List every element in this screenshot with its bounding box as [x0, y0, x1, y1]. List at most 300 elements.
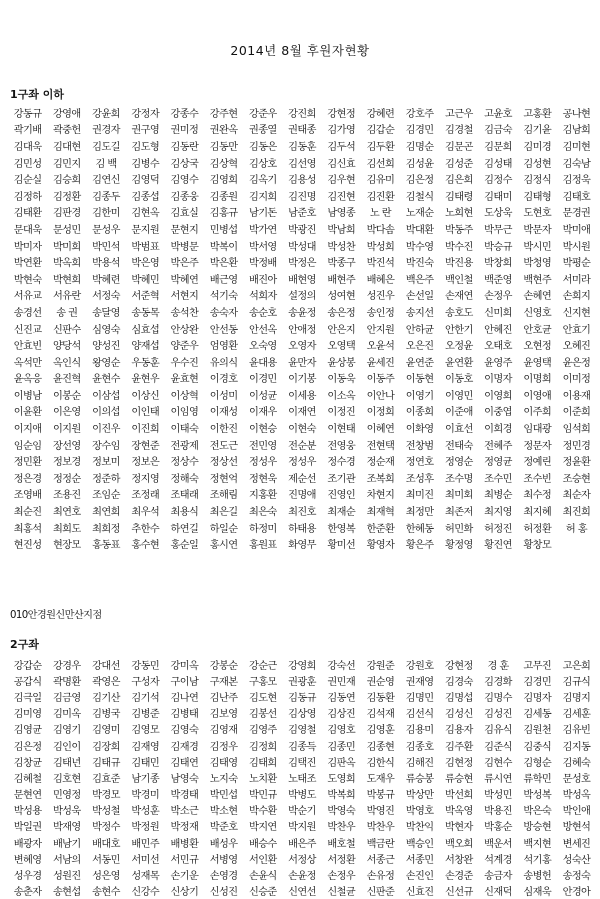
- donor-name: 성진우: [366, 291, 395, 303]
- donor-name: 서창완: [444, 854, 473, 866]
- name-row: [8, 237, 596, 254]
- donor-name: 김영기: [52, 725, 81, 737]
- donor-name: 석기홍: [523, 854, 552, 866]
- donor-name: 박진석: [366, 258, 395, 270]
- donor-name: 성은영: [92, 871, 120, 883]
- donor-name: 이효선: [444, 424, 473, 436]
- donor-name: 홍수현: [131, 540, 160, 552]
- donor-name: 이희경: [484, 424, 512, 436]
- name-row: [8, 769, 596, 785]
- donor-name: 서현지: [170, 291, 199, 303]
- donor-name: 배민주: [131, 838, 160, 850]
- donor-name: 석희자: [248, 291, 277, 303]
- donor-name: 지홍환: [248, 490, 277, 502]
- donor-name: 박평순: [562, 258, 591, 270]
- donor-name: 김태규: [92, 757, 120, 769]
- donor-name: 서동민: [92, 854, 120, 866]
- donor-name: 김갑순: [366, 125, 395, 137]
- donor-name: 서미라: [562, 274, 591, 286]
- donor-name: 석기숙: [209, 291, 238, 303]
- donor-name: 김영재: [209, 725, 238, 737]
- donor-name: 김 백: [95, 158, 117, 170]
- name-row: [8, 204, 596, 221]
- donor-name: 강현정: [327, 108, 356, 120]
- donor-name: 정성우: [288, 457, 316, 469]
- donor-name: 박정원: [131, 822, 160, 834]
- donor-name: 백준영: [484, 274, 512, 286]
- donor-name: 배대호: [92, 838, 120, 850]
- donor-name: 오혜진: [562, 341, 591, 353]
- donor-name: 김성윤: [405, 158, 434, 170]
- donor-name: 배은주: [288, 838, 316, 850]
- donor-name: 김숙남: [562, 158, 591, 170]
- name-row: [8, 320, 596, 337]
- name-row: [8, 834, 596, 850]
- donor-name: 권종열: [248, 125, 277, 137]
- donor-name: 김유빈: [562, 725, 591, 737]
- donor-name: 박성복: [523, 790, 552, 802]
- donor-name: 강호주: [405, 108, 434, 120]
- donor-name: 현장모: [52, 540, 81, 552]
- donor-name: 송춘자: [13, 887, 42, 899]
- donor-name: 이성균: [248, 390, 277, 402]
- donor-name: 백지현: [523, 838, 552, 850]
- donor-name: 배광자: [13, 838, 42, 850]
- donor-name: 박경모: [92, 790, 120, 802]
- donor-name: 박창희: [484, 258, 512, 270]
- donor-name: 김태민: [131, 757, 160, 769]
- donor-name: 김종득: [288, 741, 316, 753]
- donor-name: 김은정: [405, 175, 434, 187]
- donor-name: 김도길: [92, 141, 120, 153]
- donor-name: 김봉선: [248, 709, 277, 721]
- donor-name: 전광제: [170, 440, 199, 452]
- donor-name: 정수경: [327, 457, 356, 469]
- donor-name: 김지희: [248, 191, 277, 203]
- donor-name: 전혜주: [484, 440, 512, 452]
- donor-name: 배승수: [248, 838, 277, 850]
- donor-name: 김성진: [484, 709, 512, 721]
- donor-name: 최진호: [288, 507, 316, 519]
- donor-name: 최지영: [484, 507, 512, 519]
- donor-name: 박봉규: [366, 790, 395, 802]
- donor-name: 김형순: [523, 757, 552, 769]
- donor-name: 최수정: [523, 490, 552, 502]
- donor-name: 신미희: [484, 307, 512, 319]
- donor-name: 박현숙: [13, 274, 42, 286]
- donor-name: 강준우: [248, 108, 277, 120]
- donor-name: 오태호: [484, 341, 512, 353]
- donor-name: 홍순일: [170, 540, 199, 552]
- donor-name: 김선식: [405, 709, 434, 721]
- donor-name: 정준하: [92, 473, 120, 485]
- donor-name: 이지애: [13, 424, 42, 436]
- donor-name: 방현석: [562, 822, 591, 834]
- donor-name: 김영훈: [366, 725, 395, 737]
- name-row: [8, 187, 596, 204]
- donor-name: 유의식: [209, 357, 238, 369]
- donor-name: 손윤식: [248, 871, 277, 883]
- donor-name: 최용식: [170, 507, 199, 519]
- section-heading-2-accounts: 2구좌: [10, 638, 39, 651]
- donor-name: 양재섭: [131, 341, 160, 353]
- donor-name: 송석찬: [170, 307, 199, 319]
- donor-name: 김문곤: [444, 141, 473, 153]
- name-row: [8, 818, 596, 834]
- donor-name: 송현수: [92, 887, 120, 899]
- donor-name: 박혜연: [170, 274, 199, 286]
- donor-name: 강진희: [288, 108, 316, 120]
- donor-name: 김상국: [170, 158, 199, 170]
- donor-name: 배호철: [327, 838, 356, 850]
- donor-name: 신철균: [327, 887, 356, 899]
- donor-name: 곽명환: [52, 676, 81, 688]
- name-row: [8, 270, 596, 287]
- donor-name: 김혜철: [13, 773, 42, 785]
- donor-name: 이진희: [131, 424, 160, 436]
- donor-name: 김재경: [170, 741, 199, 753]
- donor-name: 이의섭: [92, 407, 120, 419]
- donor-name: 강순근: [248, 660, 277, 672]
- donor-name: 최미회: [444, 490, 473, 502]
- donor-name: 최희도: [52, 523, 81, 535]
- name-row: [8, 535, 596, 552]
- donor-name: 최지혜: [523, 507, 552, 519]
- donor-name: 김은희: [444, 175, 473, 187]
- donor-name-grid-2: [8, 656, 596, 899]
- donor-name: 윤영주: [484, 357, 512, 369]
- donor-name: 김영호: [327, 725, 356, 737]
- donor-name: 신연선: [288, 887, 316, 899]
- donor-name: 김현정: [444, 757, 473, 769]
- donor-name: 김나연: [170, 692, 199, 704]
- donor-name: 서종민: [405, 854, 434, 866]
- donor-name: 박무근: [484, 224, 512, 236]
- name-row: [8, 721, 596, 737]
- donor-name: 이지원: [52, 424, 81, 436]
- donor-name: 김정욱: [562, 175, 591, 187]
- donor-name: 권순영: [366, 676, 395, 688]
- donor-name: 이주희: [523, 407, 552, 419]
- name-row: [8, 452, 596, 469]
- donor-name: 박은영: [131, 258, 160, 270]
- donor-name: 정상수: [170, 457, 199, 469]
- donor-name: 송병헌: [523, 871, 552, 883]
- name-row: [8, 469, 596, 486]
- donor-name: 조성후: [405, 473, 434, 485]
- name-row: [8, 672, 596, 688]
- donor-name: 차현지: [366, 490, 395, 502]
- donor-name: 강영애: [52, 108, 81, 120]
- donor-name: 장현준: [131, 440, 160, 452]
- donor-name: 배병환: [170, 838, 199, 850]
- donor-name: 박은숙: [523, 806, 552, 818]
- donor-name: 송동목: [131, 307, 160, 319]
- donor-name: 김진명: [288, 191, 316, 203]
- donor-name: 문성민: [52, 224, 81, 236]
- donor-name: 손영경: [209, 871, 238, 883]
- donor-name: 남기종: [131, 773, 160, 785]
- donor-name: 최미진: [405, 490, 434, 502]
- donor-name: 김기산: [92, 692, 120, 704]
- donor-name: 김민성: [13, 158, 42, 170]
- donor-name: 안효빈: [13, 341, 42, 353]
- donor-name: 김용성: [288, 175, 316, 187]
- donor-name: 홍동표: [92, 540, 120, 552]
- name-row: [8, 753, 596, 769]
- donor-name: 박혜민: [131, 274, 160, 286]
- donor-name: 전순분: [288, 440, 316, 452]
- donor-name: 이상신: [131, 390, 160, 402]
- donor-name: 박정수: [92, 822, 120, 834]
- donor-name: 윤은정: [562, 357, 591, 369]
- name-row: [8, 502, 596, 519]
- donor-name: 최재순: [327, 507, 356, 519]
- donor-name: 이상혁: [170, 390, 199, 402]
- donor-name: 김정하: [13, 191, 42, 203]
- donor-name: 정순재: [366, 457, 395, 469]
- donor-name: 김호현: [52, 773, 81, 785]
- donor-name: 성원진: [52, 871, 81, 883]
- donor-name: 김종섭: [131, 191, 160, 203]
- donor-name: 김진현: [327, 191, 356, 203]
- donor-name: 서미선: [131, 854, 160, 866]
- donor-name: 고은희: [562, 660, 591, 672]
- donor-name: 안상완: [170, 324, 199, 336]
- donor-name: 김극일: [13, 692, 42, 704]
- donor-name: 정문자: [523, 440, 552, 452]
- donor-name: 김영미: [92, 725, 120, 737]
- donor-name: 박소근: [170, 806, 199, 818]
- donor-name: 성숙산: [562, 854, 591, 866]
- donor-name: 박상만: [405, 790, 434, 802]
- donor-name: 김준식: [484, 741, 512, 753]
- donor-name: 김명섭: [444, 692, 473, 704]
- donor-name: 변세진: [562, 838, 591, 850]
- donor-name: 이영애: [523, 390, 552, 402]
- donor-name: 이한진: [209, 424, 238, 436]
- donor-name: 박홍순: [484, 822, 512, 834]
- donor-name: 김택진: [288, 757, 316, 769]
- donor-name: 김병수: [131, 158, 160, 170]
- donor-name: 윤효현: [170, 374, 199, 386]
- donor-name: 송달영: [92, 307, 120, 319]
- name-row: [8, 436, 596, 453]
- donor-name: 손선일: [405, 291, 434, 303]
- donor-name: 박영진: [366, 806, 395, 818]
- donor-name: 권태종: [288, 125, 316, 137]
- name-row: [8, 137, 596, 154]
- name-row: [8, 170, 596, 187]
- donor-name: 전태숙: [444, 440, 473, 452]
- donor-name: 김종원: [209, 191, 238, 203]
- donor-name: 한혜동: [405, 523, 434, 535]
- name-row: [8, 253, 596, 270]
- donor-name: 김승희: [52, 175, 81, 187]
- donor-name: 이재성: [209, 407, 238, 419]
- donor-name: 박성철: [92, 806, 120, 818]
- donor-name: 윤영택: [523, 357, 552, 369]
- donor-name: 박은주: [170, 258, 199, 270]
- donor-name: 남영종: [327, 208, 356, 220]
- donor-name: 황진연: [484, 540, 512, 552]
- donor-name: 김종두: [92, 191, 120, 203]
- donor-name: 서병영: [209, 854, 238, 866]
- donor-name: 오영자: [288, 341, 316, 353]
- donor-name: 박현자: [444, 822, 473, 834]
- donor-name: 박성옥: [562, 790, 591, 802]
- donor-name: 강윤희: [92, 108, 120, 120]
- donor-name: 류학민: [523, 773, 552, 785]
- donor-name: 조수빈: [523, 473, 552, 485]
- donor-name: 윤상봉: [327, 357, 356, 369]
- donor-name: 이성미: [209, 390, 238, 402]
- donor-name: 이안나: [366, 390, 395, 402]
- donor-name: 김도현: [248, 692, 277, 704]
- donor-name: 노지숙: [209, 773, 238, 785]
- donor-name: 박문자: [523, 224, 552, 236]
- donor-name: 김옥기: [248, 175, 277, 187]
- donor-name: 김상진: [327, 709, 356, 721]
- donor-name: 배현주: [327, 274, 356, 286]
- donor-name: 조기관: [327, 473, 356, 485]
- donor-name: 김판경: [52, 208, 81, 220]
- donor-name: 하정미: [248, 523, 277, 535]
- donor-name: 허정진: [484, 523, 512, 535]
- donor-name: 류승현: [444, 773, 473, 785]
- donor-name: 정성우: [248, 457, 277, 469]
- donor-name: 이임영: [170, 407, 199, 419]
- donor-name: 김종현: [366, 741, 395, 753]
- donor-name: 추한수: [131, 523, 160, 535]
- donor-name: 박찬우: [366, 822, 395, 834]
- donor-name: 신상기: [170, 887, 199, 899]
- donor-name: 강원준: [366, 660, 395, 672]
- donor-name: 김대욱: [13, 141, 42, 153]
- donor-name: 문성호: [562, 773, 591, 785]
- donor-name: 박민섭: [209, 790, 238, 802]
- donor-name: 박다솜: [366, 224, 395, 236]
- donor-name: 허정환: [523, 523, 552, 535]
- name-row: [8, 486, 596, 503]
- name-row: [8, 419, 596, 436]
- donor-name: 박성대: [288, 241, 316, 253]
- donor-name: 박진숙: [405, 258, 434, 270]
- donor-name: 안은지: [327, 324, 356, 336]
- donor-name: 김상영: [288, 709, 316, 721]
- donor-name: 안한기: [444, 324, 473, 336]
- donor-name: 심재욱: [523, 887, 552, 899]
- donor-name: 이경민: [248, 374, 277, 386]
- donor-name: 박인애: [562, 806, 591, 818]
- name-row: [8, 353, 596, 370]
- donor-name: 박정재: [170, 822, 199, 834]
- donor-name: 김유식: [484, 725, 512, 737]
- donor-name: 김선영: [288, 158, 316, 170]
- donor-name: 박성민: [484, 790, 512, 802]
- page-title: 2014년 8월 후원자현황: [230, 43, 370, 58]
- donor-name: 심효섭: [131, 324, 160, 336]
- donor-name: 김홍규: [209, 208, 238, 220]
- donor-name: 김태영: [209, 757, 238, 769]
- donor-name: 권재영: [405, 676, 434, 688]
- donor-name: 김대현: [52, 141, 81, 153]
- donor-name: 안하균: [405, 324, 434, 336]
- donor-name: 오윤석: [366, 341, 395, 353]
- donor-name: 김연신: [92, 175, 120, 187]
- donor-name: 문경권: [562, 208, 591, 220]
- donor-name: 박시원: [562, 241, 591, 253]
- donor-name: 이화영: [405, 424, 434, 436]
- donor-name: 노희현: [444, 208, 473, 220]
- donor-name: 김동란: [170, 141, 199, 153]
- donor-name: 신판준: [366, 887, 395, 899]
- donor-name: 김명자: [523, 692, 552, 704]
- donor-name: 김해진: [405, 757, 434, 769]
- donor-name: 석계경: [484, 854, 512, 866]
- name-row: [8, 104, 596, 121]
- donor-name: 박성찬: [327, 241, 356, 253]
- donor-name: 오정윤: [444, 341, 473, 353]
- name-row: [8, 737, 596, 753]
- donor-name: 김상혁: [209, 158, 238, 170]
- donor-name: 황창모: [523, 540, 552, 552]
- donor-name: 이혜연: [366, 424, 395, 436]
- donor-name: 박재영: [52, 822, 81, 834]
- donor-name: 권경자: [92, 125, 120, 137]
- donor-name: 박용진: [484, 806, 512, 818]
- donor-name: 박가연: [248, 224, 277, 236]
- donor-name: 박옥희: [52, 258, 81, 270]
- donor-name: 김정수: [484, 175, 512, 187]
- donor-name: 김도형: [131, 141, 160, 153]
- donor-name: 김남희: [562, 125, 591, 137]
- donor-name: 안지원: [366, 324, 395, 336]
- donor-name: 한영복: [327, 523, 356, 535]
- donor-name: 전도근: [209, 440, 238, 452]
- donor-name: 송 권: [56, 307, 78, 319]
- donor-name: 송윤정: [288, 307, 316, 319]
- donor-name: 박옥영: [444, 806, 473, 818]
- donor-name: 박진용: [444, 258, 473, 270]
- donor-name: 강원호: [405, 660, 434, 672]
- donor-name: 박영호: [405, 806, 434, 818]
- donor-name: 손혜연: [523, 291, 552, 303]
- donor-name: 윤연준: [405, 357, 434, 369]
- donor-name: 정윤환: [562, 457, 591, 469]
- donor-name: 도재우: [366, 773, 395, 785]
- donor-name: 신영호: [523, 307, 552, 319]
- donor-name: 이윤환: [13, 407, 42, 419]
- donor-name: 박찬익: [405, 822, 434, 834]
- donor-name: 배현영: [288, 274, 316, 286]
- donor-name: 조해림: [209, 490, 238, 502]
- donor-name: 백승인: [405, 838, 434, 850]
- donor-name: 박경태: [170, 790, 199, 802]
- donor-name: 이영희: [484, 390, 512, 402]
- donor-name: 박성훈: [131, 806, 160, 818]
- donor-name: 박성용: [13, 806, 42, 818]
- donor-name: 서인환: [248, 854, 277, 866]
- donor-name: 김경민: [405, 125, 434, 137]
- donor-name: 안선동: [209, 324, 238, 336]
- donor-name: 김용자: [444, 725, 473, 737]
- donor-name: 박동주: [444, 224, 473, 236]
- donor-name: 정보은: [131, 457, 160, 469]
- donor-name: 설정의: [288, 291, 316, 303]
- donor-name: 권민재: [327, 676, 356, 688]
- donor-name: 조정래: [131, 490, 160, 502]
